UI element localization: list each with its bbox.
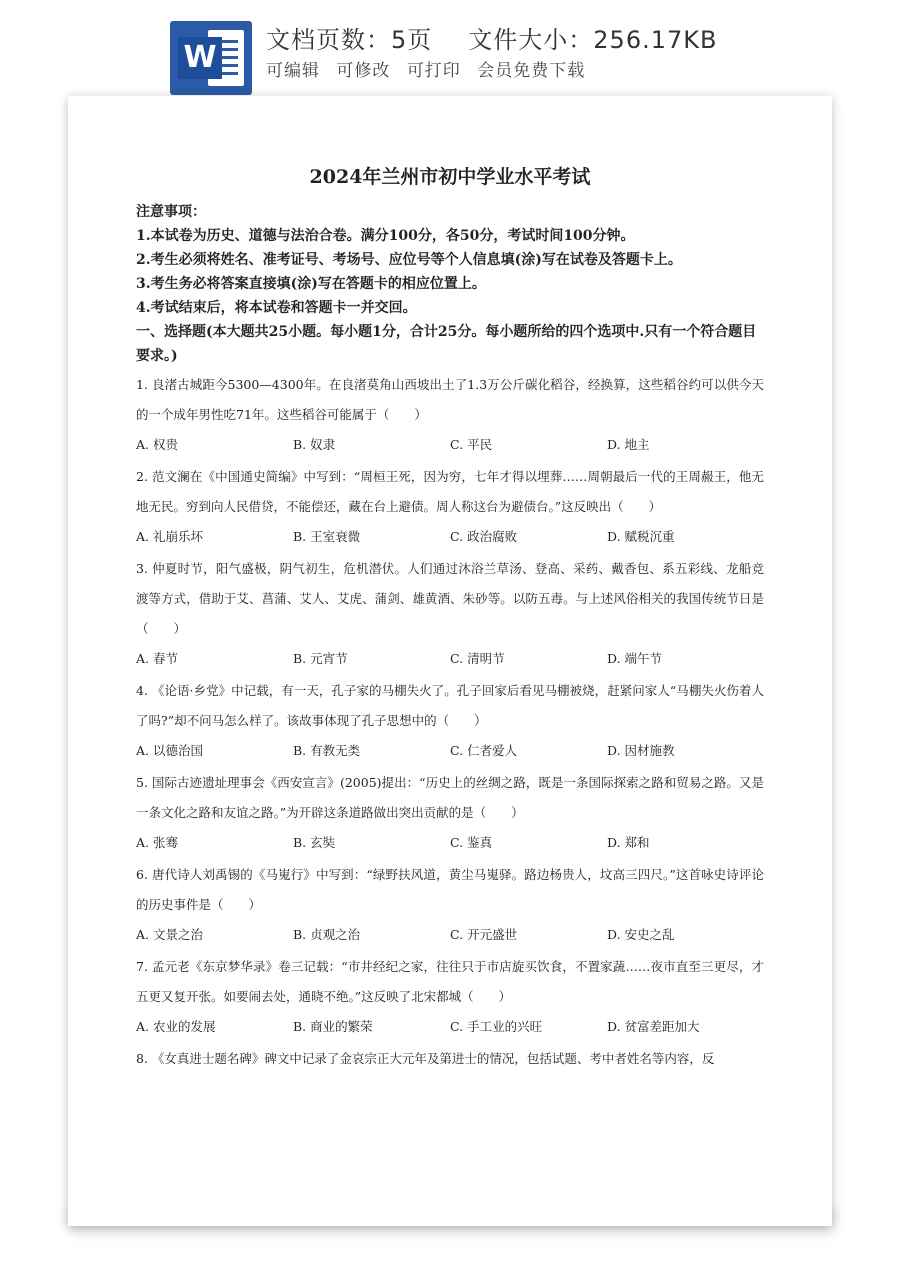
option-a: A. 张骞 [136, 835, 178, 850]
question-text: 4. 《论语·乡党》中记载，有一天，孔子家的马棚失火了。孔子回家后看见马棚被烧，赶紧问家人“马棚失火伤着人了吗?”却不问马怎么样了。该故事体现了孔子思想中的（ ） [136, 683, 764, 728]
option-d: D. 安史之乱 [607, 927, 675, 942]
option-d: D. 地主 [607, 437, 650, 452]
option-b: B. 元宵节 [293, 651, 348, 666]
document-info-header [0, 0, 900, 96]
feature-modifiable: 可修改 [336, 61, 391, 81]
question-options [136, 522, 764, 552]
option-c: C. 鉴真 [450, 835, 493, 850]
question [136, 768, 764, 858]
option-a: A. 礼崩乐坏 [136, 529, 203, 544]
page-count: 文档页数：5页 [266, 26, 433, 54]
option-a: A. 以德治国 [136, 743, 203, 758]
option-a: A. 春节 [136, 651, 178, 666]
option-c: C. 仁者爱人 [450, 743, 518, 758]
option-a: A. 农业的发展 [136, 1019, 216, 1034]
notice-item: 1.本试卷为历史、道德与法治合卷。满分100分，各50分，考试时间100分钟。 [136, 228, 635, 244]
notice-item: 3.考生务必将答案直接填(涂)写在答题卡的相应位置上。 [136, 276, 486, 292]
question [136, 554, 764, 674]
question-options [136, 920, 764, 950]
exam-title: 2024年兰州市初中学业水平考试 [309, 166, 591, 188]
feature-member-download: 会员免费下载 [477, 61, 586, 81]
document-page [68, 96, 832, 1226]
file-size: 文件大小：256.17KB [468, 26, 718, 54]
option-d: D. 郑和 [607, 835, 650, 850]
document-features [266, 56, 595, 81]
option-b: B. 商业的繁荣 [293, 1019, 373, 1034]
question [136, 676, 764, 766]
feature-printable: 可打印 [406, 61, 461, 81]
option-b: B. 奴隶 [293, 437, 336, 452]
option-a: A. 权贵 [136, 437, 178, 452]
word-document-icon [170, 21, 252, 95]
document-stats [266, 20, 717, 55]
option-d: D. 因材施教 [607, 743, 675, 758]
question-options [136, 1012, 764, 1042]
option-b: B. 玄奘 [293, 835, 336, 850]
question [136, 462, 764, 552]
notice-item: 4.考试结束后，将本试卷和答题卡一并交回。 [136, 300, 417, 316]
question [136, 1044, 764, 1074]
option-c: C. 清明节 [450, 651, 505, 666]
feature-editable: 可编辑 [266, 61, 320, 81]
notice-item: 2.考生必须将姓名、准考证号、考场号、应位号等个人信息填(涂)写在试卷及答题卡上。 [136, 252, 682, 268]
question-options [136, 644, 764, 674]
question-text: 2. 范文澜在《中国通史简编》中写到：“周桓王死，因为穷，七年才得以埋葬……周朝最后一代的王周赧王，他无地无民。穷到向人民借贷，不能偿还，藏在台上避债。周人称这台为避债台。”这反映出（ ） [136, 469, 764, 514]
option-d: D. 端午节 [607, 651, 663, 666]
question-options [136, 430, 764, 460]
notice-heading: 注意事项： [136, 204, 206, 220]
option-b: B. 王室衰微 [293, 529, 361, 544]
question [136, 860, 764, 950]
option-d: D. 赋税沉重 [607, 529, 675, 544]
word-letter: W [178, 37, 222, 79]
option-c: C. 手工业的兴旺 [450, 1019, 543, 1034]
question [136, 952, 764, 1042]
question-text: 8. 《女真进士题名碑》碑文中记录了金哀宗正大元年及第进士的情况，包括试题、考中者姓名等内容，反 [136, 1051, 715, 1066]
document-content [136, 156, 764, 1074]
option-a: A. 文景之治 [136, 927, 203, 942]
section-heading: 一、选择题(本大题共25小题。每小题1分，合计25分。每小题所给的四个选项中.只有一个符合题目要求。) [136, 324, 757, 364]
question-text: 1. 良渚古城距今5300—4300年。在良渚莫角山西坡出土了1.3万公斤碳化稻谷，经换算，这些稻谷约可以供今天的一个成年男性吃71年。这些稻谷可能属于（ ） [136, 377, 764, 422]
option-b: B. 有教无类 [293, 743, 361, 758]
question [136, 370, 764, 460]
option-d: D. 贫富差距加大 [607, 1019, 700, 1034]
option-c: C. 政治腐败 [450, 529, 518, 544]
option-c: C. 开元盛世 [450, 927, 518, 942]
question-text: 6. 唐代诗人刘禹锡的《马嵬行》中写到：“绿野扶风道，黄尘马嵬驿。路边杨贵人，坟高三四尺。”这首咏史诗评论的历史事件是（ ） [136, 867, 764, 912]
question-options [136, 736, 764, 766]
question-text: 7. 孟元老《东京梦华录》卷三记载：“市井经纪之家，往往只于市店旋买饮食，不置家蔬……夜市直至三更尽，才五更又复开张。如要闹去处，通晓不绝。”这反映了北宋都城（ ） [136, 959, 764, 1004]
question-options [136, 828, 764, 858]
question-text: 3. 仲夏时节，阳气盛极，阴气初生，危机潜伏。人们通过沐浴兰草汤、登高、采药、戴香包、系五彩线、龙船竞渡等方式，借助于艾、菖蒲、艾人、艾虎、蒲剑、雄黄酒、朱砂等。以防五毒。与上述风俗相关的我国传统节日是（ ） [136, 561, 764, 636]
option-c: C. 平民 [450, 437, 493, 452]
option-b: B. 贞观之治 [293, 927, 361, 942]
question-text: 5. 国际古迹遗址理事会《西安宣言》(2005)提出：“历史上的丝绸之路，既是一条国际探索之路和贸易之路。又是一条文化之路和友谊之路。”为开辟这条道路做出突出贡献的是（ ） [136, 775, 764, 820]
